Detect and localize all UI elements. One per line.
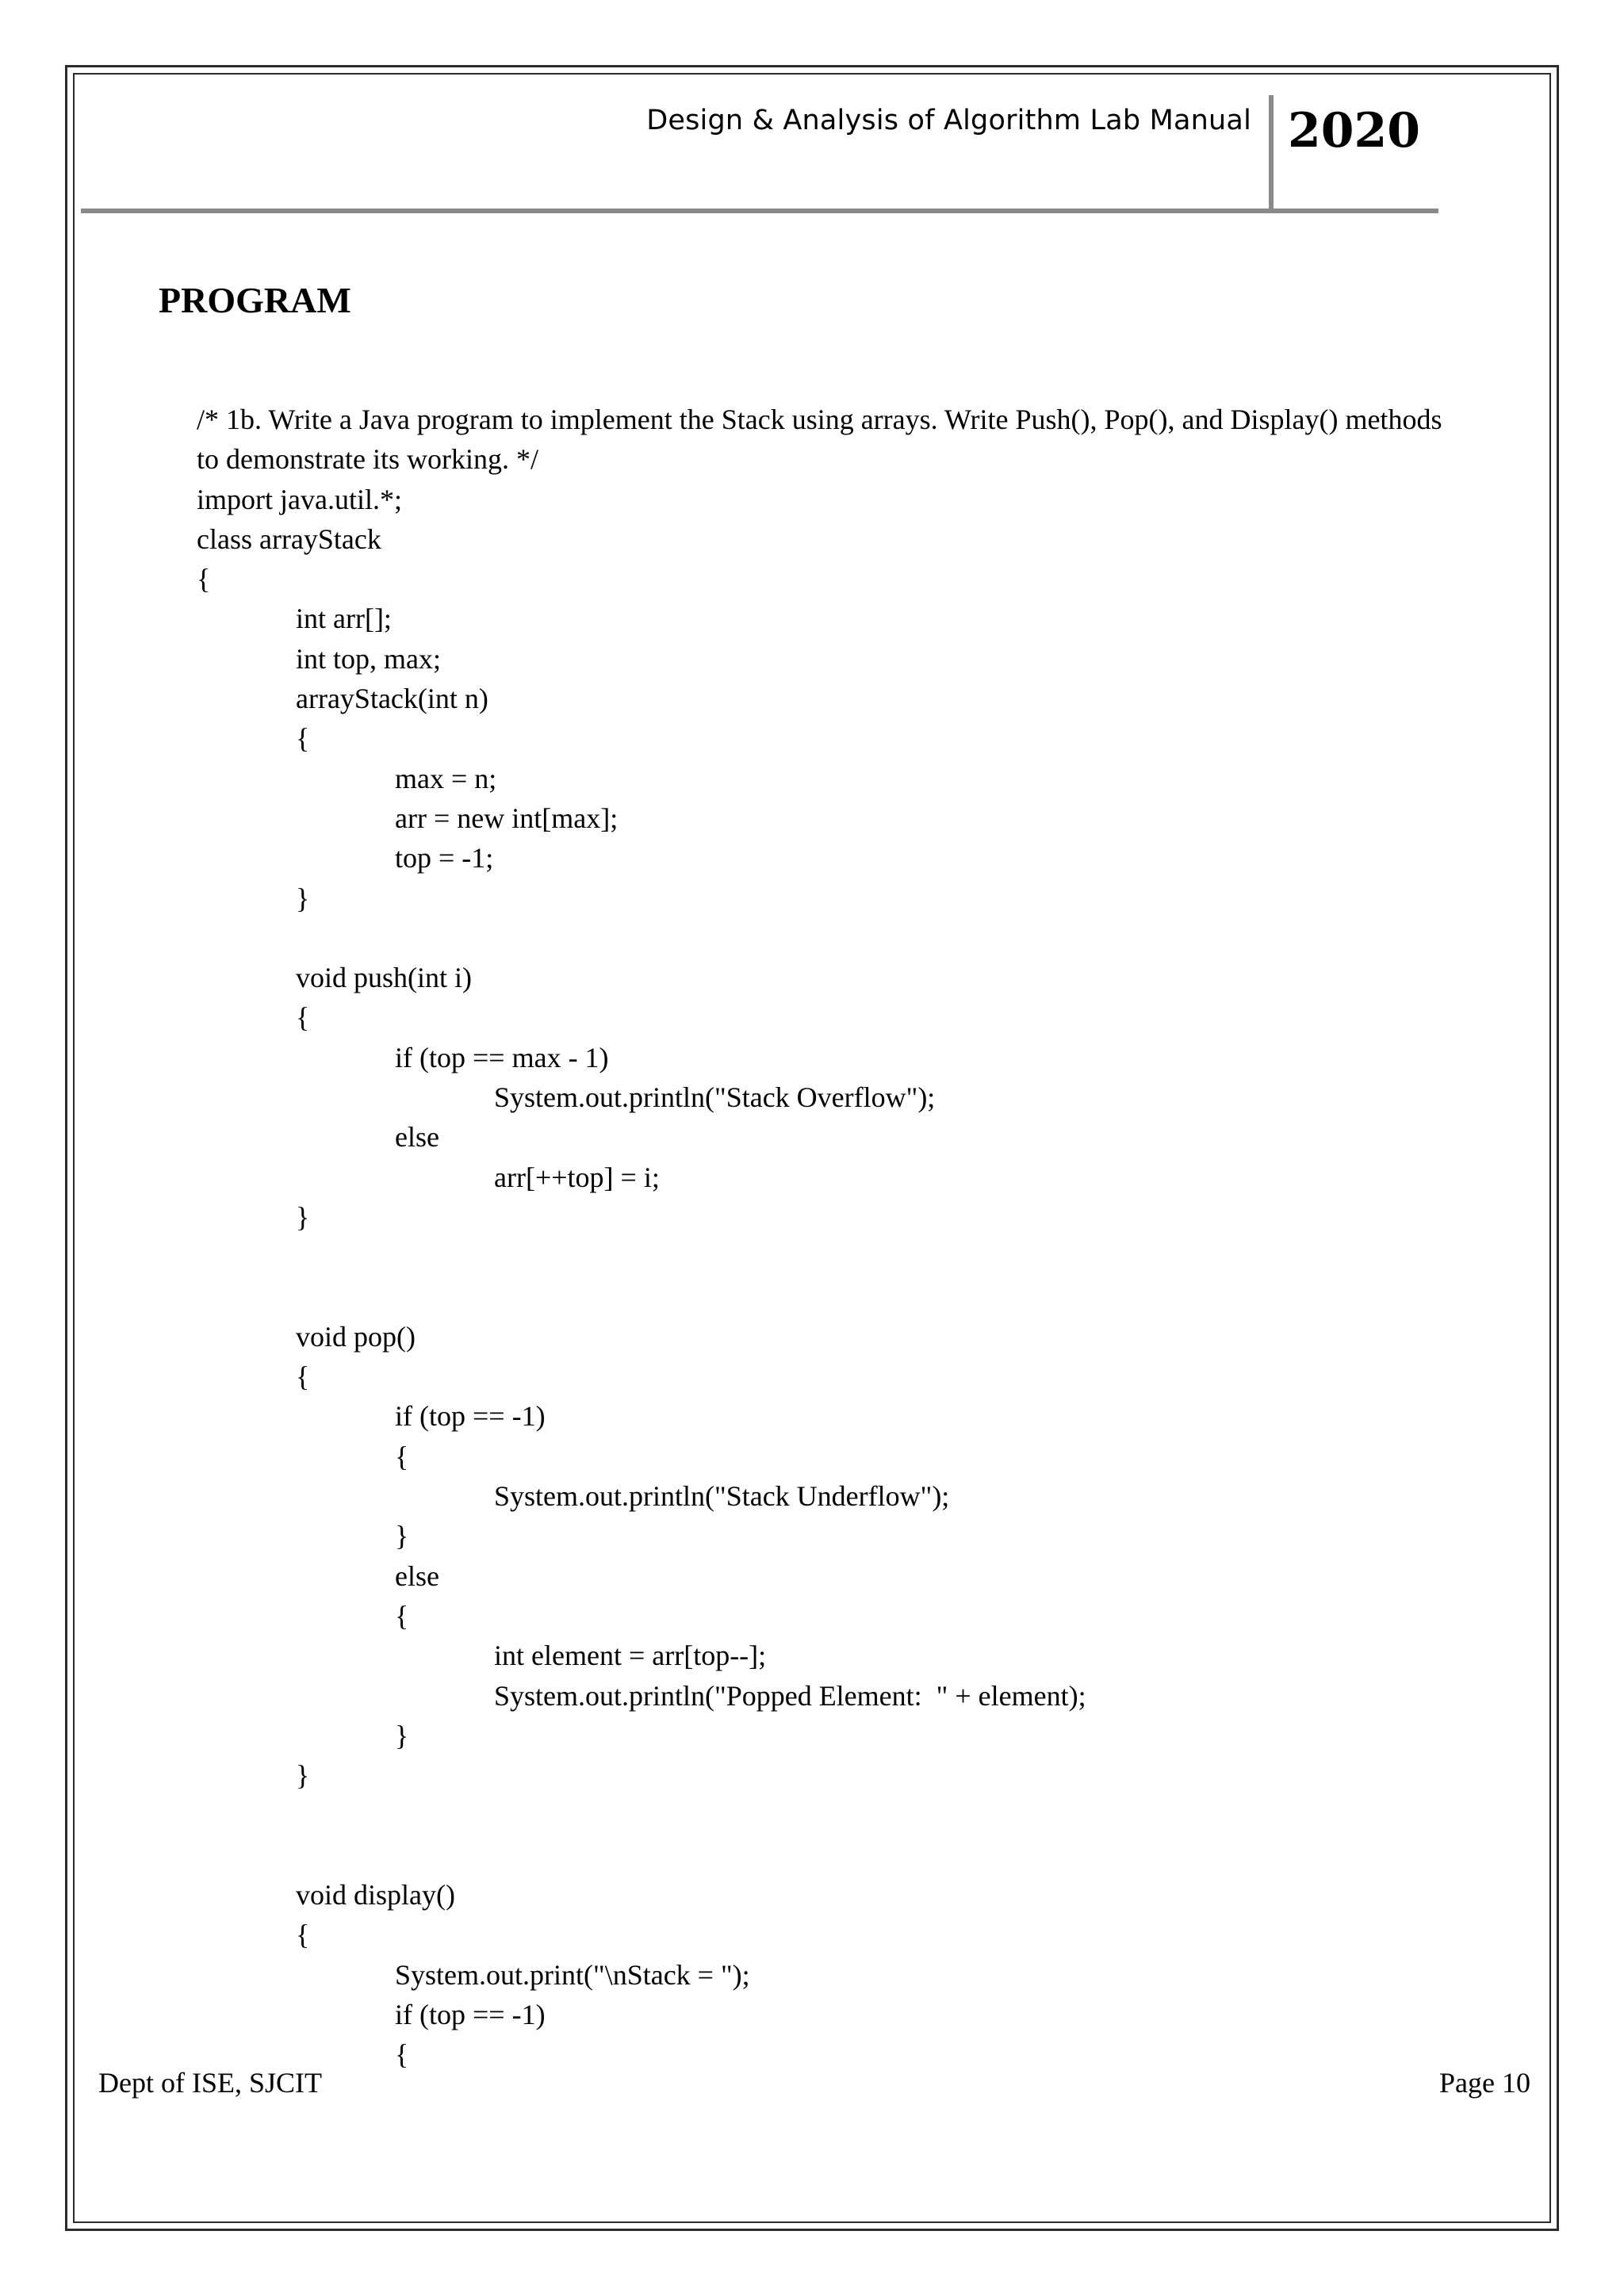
code-line: else — [395, 1559, 439, 1592]
code-line: else — [395, 1121, 439, 1154]
code-line: top = -1; — [395, 842, 494, 874]
code-line: { — [296, 1001, 310, 1034]
code-line: if (top == -1) — [395, 1998, 546, 2030]
code-line: void display() — [296, 1878, 455, 1911]
code-line: } — [395, 1719, 409, 1751]
code-line: if (top == max - 1) — [395, 1041, 609, 1073]
program-code — [197, 400, 1537, 2074]
code-line: if (top == -1) — [395, 1400, 546, 1433]
header-horizontal-divider — [81, 209, 1438, 213]
code-line: { — [395, 1599, 409, 1632]
code-line: } — [296, 882, 310, 914]
header-vertical-divider — [1269, 95, 1274, 211]
code-line: int top, max; — [296, 642, 441, 675]
header-title: Design & Analysis of Algorithm Lab Manual — [646, 105, 1251, 136]
code-line: import java.util.*; — [197, 483, 402, 515]
code-line: } — [395, 1520, 409, 1552]
code-line — [197, 918, 1537, 958]
code-line: /* 1b. Write a Java program to implement the Stack using arrays. Write Push(), Pop(), and Display() methods — [197, 404, 1442, 435]
section-heading: PROGRAM — [159, 280, 351, 320]
code-line: int element = arr[top--]; — [494, 1640, 767, 1672]
code-line: { — [395, 2038, 409, 2071]
code-line: void push(int i) — [296, 962, 472, 994]
code-line: max = n; — [395, 762, 497, 794]
code-line: int arr[]; — [296, 603, 392, 635]
code-line: arrayStack(int n) — [296, 683, 488, 715]
header-year: 2020 — [1288, 103, 1420, 159]
code-line: } — [296, 1200, 310, 1233]
code-line: } — [296, 1759, 310, 1792]
code-line: void pop() — [296, 1320, 416, 1353]
code-line: { — [395, 1440, 409, 1472]
code-line: { — [296, 1919, 310, 1951]
code-line: to demonstrate its working. */ — [197, 443, 538, 476]
code-line: System.out.println("Stack Overflow"); — [494, 1081, 936, 1114]
code-line: System.out.print("\nStack = "); — [395, 1958, 750, 1991]
footer-page-number: Page 10 — [1439, 2067, 1530, 2099]
code-line: { — [296, 722, 310, 755]
footer-department: Dept of ISE, SJCIT — [98, 2067, 322, 2099]
code-line: { — [197, 563, 211, 595]
code-line — [197, 1277, 1537, 1317]
code-line — [197, 1835, 1537, 1875]
code-line: System.out.println("Stack Underflow"); — [494, 1480, 950, 1513]
code-line: { — [296, 1360, 310, 1393]
code-line: System.out.println("Popped Element: " + element); — [494, 1679, 1086, 1712]
code-line — [197, 1237, 1537, 1276]
code-line: arr[++top] = i; — [494, 1161, 660, 1193]
code-line: arr = new int[max]; — [395, 802, 619, 834]
code-line: class arrayStack — [197, 522, 381, 555]
code-line — [197, 1795, 1537, 1835]
